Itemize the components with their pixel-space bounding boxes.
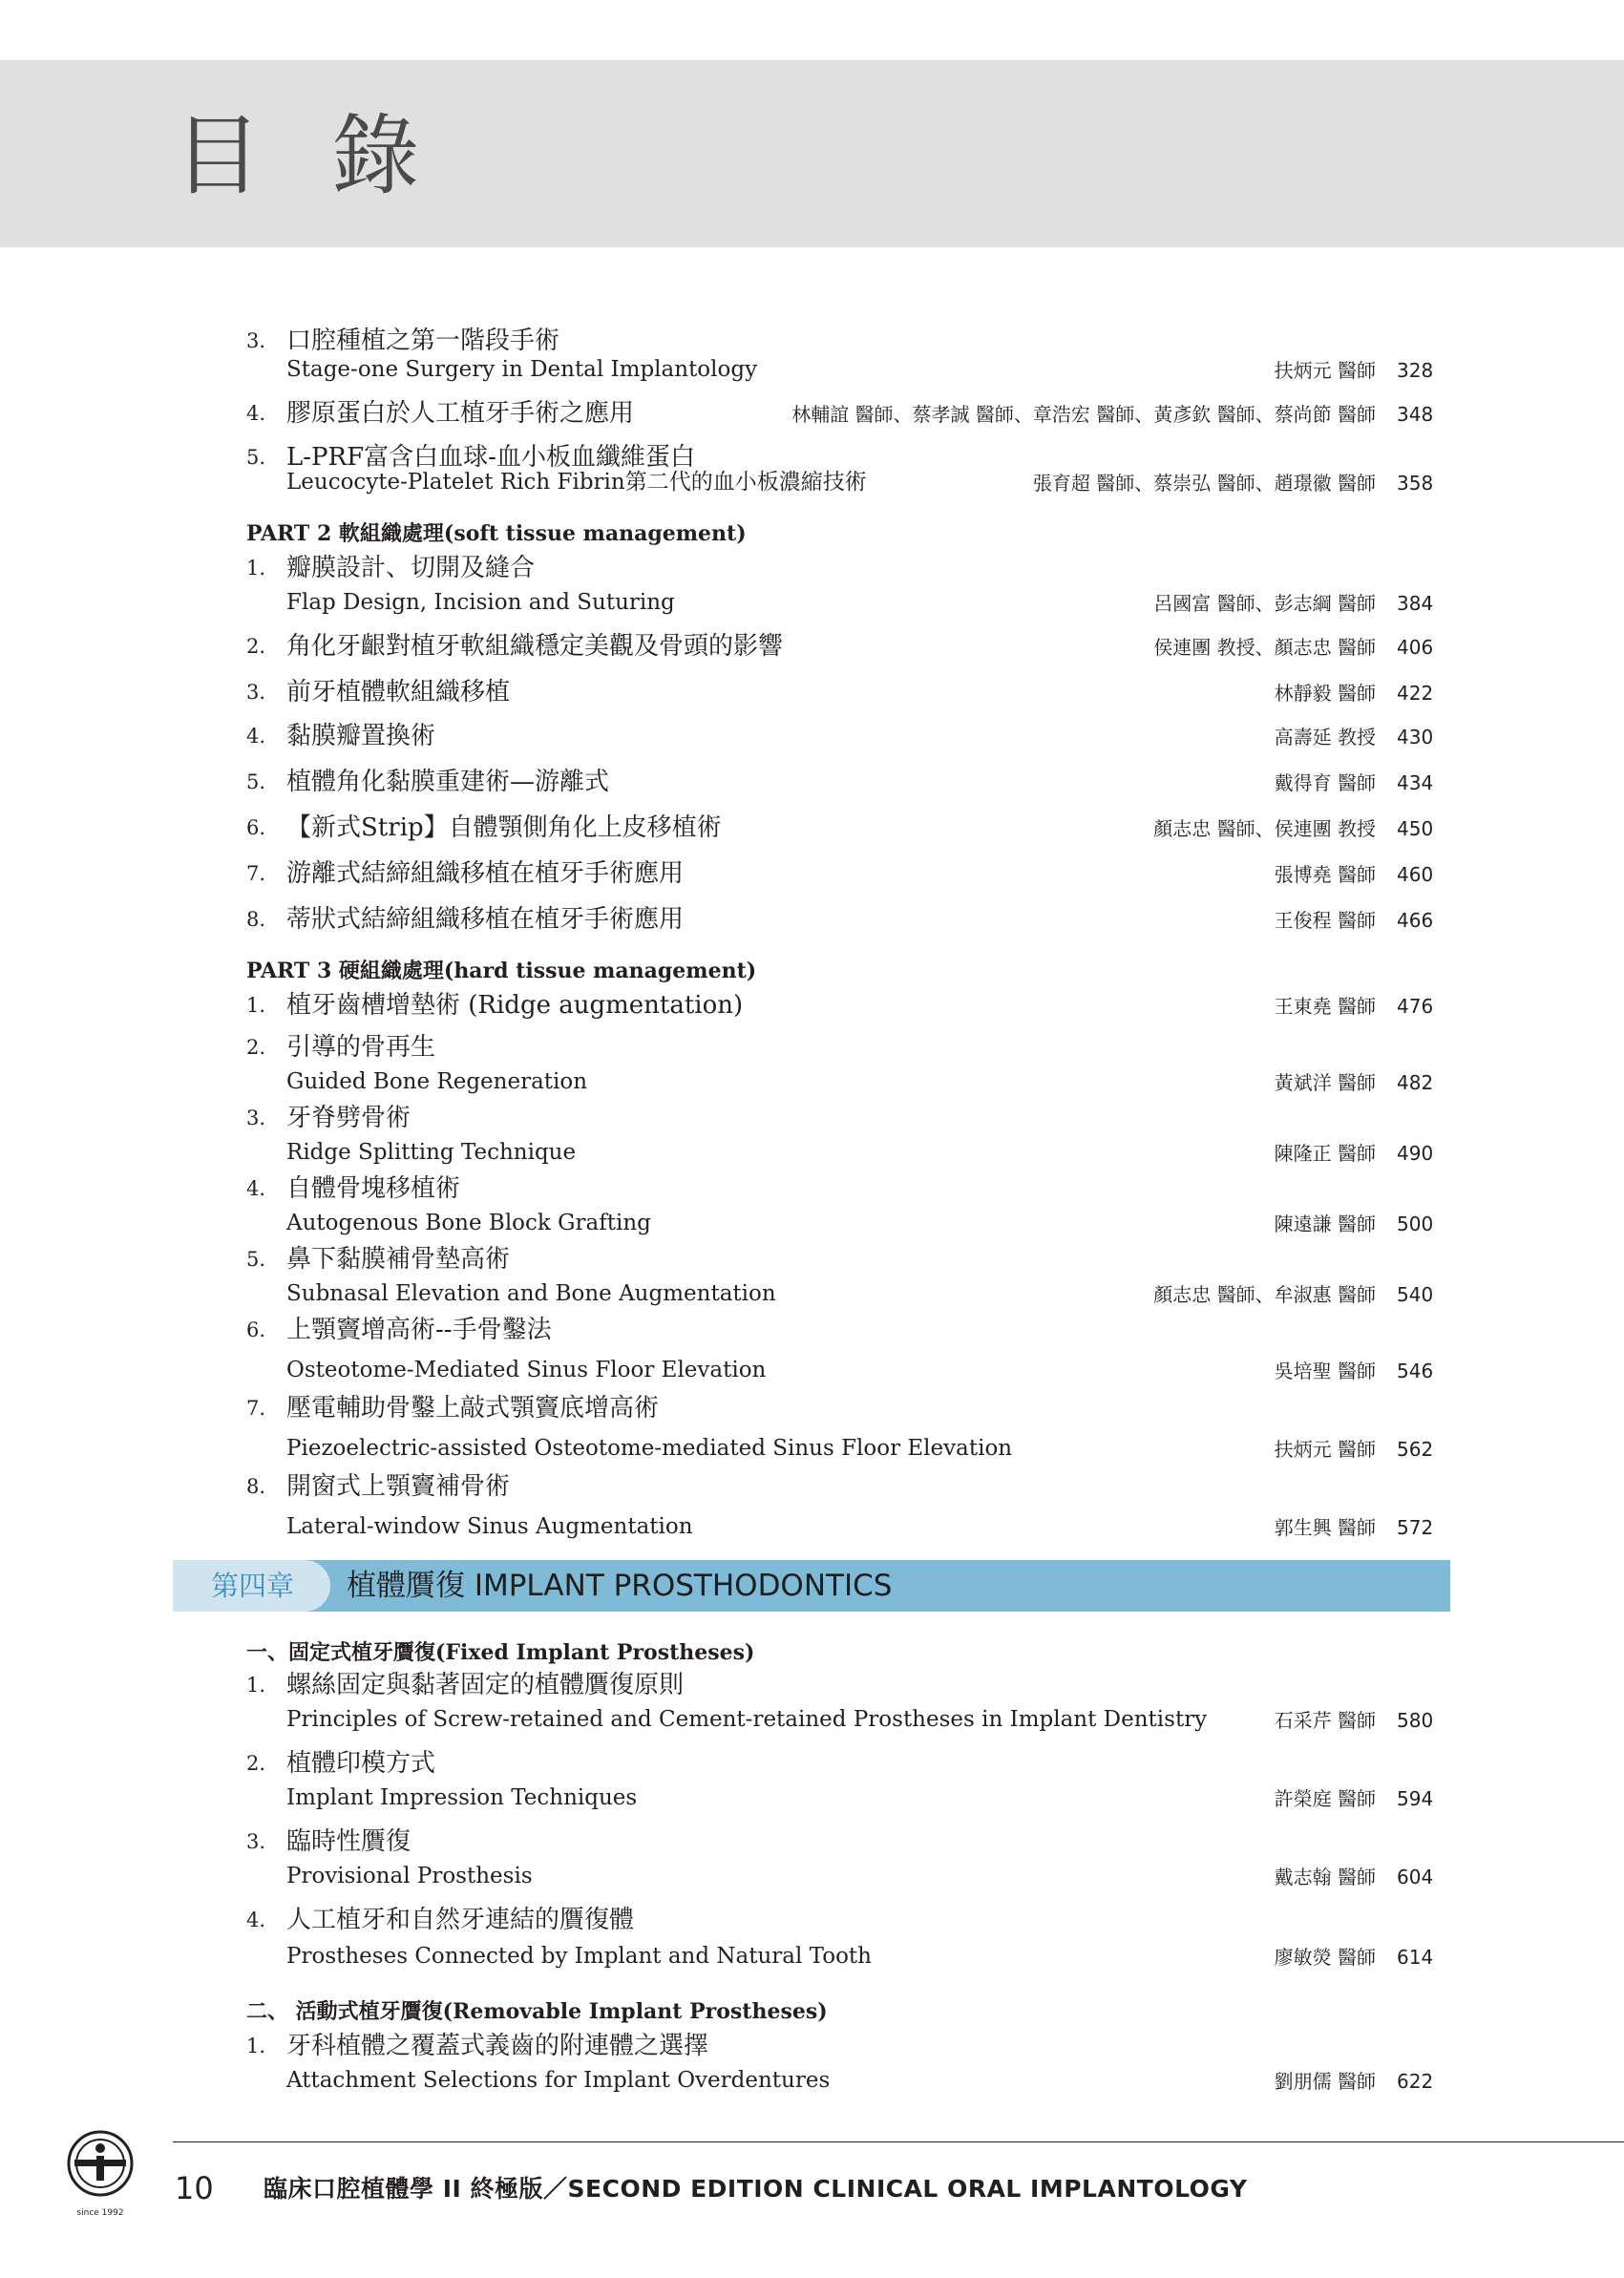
entry-page: 434 xyxy=(1397,771,1434,794)
entry-number: 5. xyxy=(246,770,266,793)
entry-title-zh: 植體印模方式 xyxy=(286,1749,436,1778)
entry-number: 8. xyxy=(246,1475,266,1498)
entry-title-zh: 臨時性贋復 xyxy=(286,1827,411,1856)
entry-page: 500 xyxy=(1397,1213,1434,1235)
entry-page: 490 xyxy=(1397,1142,1434,1165)
entry-authors: 黃斌洋 醫師 xyxy=(1274,1071,1376,1094)
entry-page: 328 xyxy=(1397,359,1434,382)
entry-number: 4. xyxy=(246,725,266,748)
entry-authors: 林靜毅 醫師 xyxy=(1274,682,1376,705)
entry-page: 614 xyxy=(1397,1946,1434,1969)
entry-number: 1. xyxy=(246,557,266,580)
entry-number: 2. xyxy=(246,635,266,658)
entry-number: 1. xyxy=(246,1674,266,1697)
entry-title-en: Stage-one Surgery in Dental Implantology xyxy=(286,357,758,382)
entry-page: 476 xyxy=(1397,995,1434,1018)
entry-title-zh: 黏膜瓣置換術 xyxy=(286,722,436,750)
entry-title-en: Subnasal Elevation and Bone Augmentation xyxy=(286,1281,776,1306)
entry-title-zh: 植牙齒槽增墊術 (Ridge augmentation) xyxy=(286,991,744,1020)
entry-number: 4. xyxy=(246,1177,266,1200)
entry-title-en: Principles of Screw-retained and Cement-retained Prostheses in Implant Dentistry xyxy=(286,1707,1208,1732)
entry-title-en: Provisional Prosthesis xyxy=(286,1864,533,1888)
entry-authors: 顏志忠 醫師、牟淑惠 醫師 xyxy=(1153,1283,1376,1306)
entry-authors: 郭生興 醫師 xyxy=(1274,1516,1376,1539)
entry-title-zh: L-PRF富含白血球-血小板血纖維蛋白 xyxy=(286,443,695,472)
entry-title-zh: 螺絲固定與黏著固定的植體贋復原則 xyxy=(286,1671,685,1699)
chapter-title: 植體贋復 IMPLANT PROSTHODONTICS xyxy=(347,1569,893,1603)
entry-title-en: Autogenous Bone Block Grafting xyxy=(286,1211,651,1235)
entry-title-en: Implant Impression Techniques xyxy=(286,1785,638,1810)
entry-title-en: Attachment Selections for Implant Overdentures xyxy=(286,2068,831,2093)
entry-number: 1. xyxy=(246,994,266,1017)
entry-title-zh: 引導的骨再生 xyxy=(286,1033,436,1062)
entry-page: 546 xyxy=(1397,1360,1434,1382)
chapter-number: 第四章 xyxy=(211,1570,295,1602)
entry-number: 2. xyxy=(246,1752,266,1775)
entry-number: 7. xyxy=(246,1397,266,1420)
entry-page: 430 xyxy=(1397,726,1434,749)
entry-title-zh: 鼻下黏膜補骨墊高術 xyxy=(286,1245,511,1274)
entry-number: 3. xyxy=(246,329,266,352)
entry-page: 540 xyxy=(1397,1283,1434,1306)
entry-title-zh: 壓電輔助骨鑿上敲式顎竇底增高術 xyxy=(286,1394,660,1423)
entry-title-en: Guided Bone Regeneration xyxy=(286,1069,588,1094)
entry-number: 2. xyxy=(246,1036,266,1059)
entry-authors: 石采芹 醫師 xyxy=(1274,1709,1376,1732)
footer-rule xyxy=(173,2141,1624,2142)
entry-title-zh: 蒂狀式結締組織移植在植牙手術應用 xyxy=(286,905,685,934)
entry-number: 3. xyxy=(246,1830,266,1853)
entry-number: 5. xyxy=(246,1248,266,1271)
entry-title-en: Lateral-window Sinus Augmentation xyxy=(286,1514,693,1539)
section-heading: PART 2 軟組織處理(soft tissue management) xyxy=(246,521,747,546)
entry-authors: 戴得育 醫師 xyxy=(1274,771,1376,794)
entry-number: 3. xyxy=(246,681,266,704)
entry-title-zh: 牙脊劈骨術 xyxy=(286,1104,411,1132)
entry-authors: 侯連團 教授、顏志忠 醫師 xyxy=(1153,636,1376,659)
entry-page: 460 xyxy=(1397,863,1434,886)
entry-title-zh: 【新式Strip】自體顎側角化上皮移植術 xyxy=(286,813,722,842)
entry-number: 8. xyxy=(246,908,266,931)
entry-authors: 扶炳元 醫師 xyxy=(1274,1438,1376,1461)
entry-title-en: Flap Design, Incision and Suturing xyxy=(286,590,675,615)
logo-caption: since 1992 xyxy=(76,2208,124,2218)
entry-title-zh: 膠原蛋白於人工植牙手術之應用 xyxy=(286,399,635,428)
entry-authors: 張博堯 醫師 xyxy=(1274,863,1376,886)
entry-page: 572 xyxy=(1397,1516,1434,1539)
entry-title-zh: 牙科植體之覆蓋式義齒的附連體之選擇 xyxy=(286,2032,709,2060)
entry-number: 3. xyxy=(246,1107,266,1129)
entry-title-en: Leucocyte-Platelet Rich Fibrin第二代的血小板濃縮技術 xyxy=(286,470,867,495)
entry-page: 482 xyxy=(1397,1071,1434,1094)
entry-authors: 張育超 醫師、蔡崇弘 醫師、趙璟徽 醫師 xyxy=(1032,472,1376,495)
entry-title-zh: 前牙植體軟組織移植 xyxy=(286,678,511,707)
entry-page: 594 xyxy=(1397,1787,1434,1810)
entry-page: 562 xyxy=(1397,1438,1434,1461)
page-title: 目 錄 xyxy=(174,105,441,207)
entry-authors: 戴志翰 醫師 xyxy=(1274,1866,1376,1888)
entry-title-zh: 角化牙齦對植牙軟組織穩定美觀及骨頭的影響 xyxy=(286,632,784,661)
entry-authors: 顏志忠 醫師、侯連團 教授 xyxy=(1153,817,1376,840)
entry-page: 348 xyxy=(1397,403,1434,426)
entry-authors: 王俊程 醫師 xyxy=(1274,909,1376,932)
chapter-banner xyxy=(173,1560,1450,1612)
entry-title-zh: 人工植牙和自然牙連結的贋復體 xyxy=(286,1906,635,1934)
entry-title-en: Piezoelectric-assisted Osteotome-mediated Sinus Floor Elevation xyxy=(286,1436,1013,1461)
entry-page: 622 xyxy=(1397,2070,1434,2093)
entry-title-zh: 瓣膜設計、切開及縫合 xyxy=(286,554,536,582)
entry-authors: 吳培聖 醫師 xyxy=(1274,1360,1376,1382)
entry-number: 5. xyxy=(246,446,266,469)
footer-page-number: 10 xyxy=(175,2170,214,2206)
entry-title-zh: 植體角化黏膜重建術—游離式 xyxy=(286,768,610,796)
entry-page: 580 xyxy=(1397,1709,1434,1732)
entry-page: 358 xyxy=(1397,472,1434,495)
entry-authors: 劉朋儒 醫師 xyxy=(1274,2070,1376,2093)
entry-number: 7. xyxy=(246,862,266,885)
entry-page: 422 xyxy=(1397,682,1434,705)
entry-title-zh: 游離式結締組織移植在植牙手術應用 xyxy=(286,859,685,888)
entry-number: 4. xyxy=(246,1909,266,1931)
entry-title-en: Osteotome-Mediated Sinus Floor Elevation xyxy=(286,1358,767,1382)
entry-authors: 陳遠謙 醫師 xyxy=(1274,1213,1376,1235)
entry-number: 6. xyxy=(246,816,266,839)
society-logo-icon xyxy=(65,2129,136,2223)
entry-authors: 陳隆正 醫師 xyxy=(1274,1142,1376,1165)
entry-number: 4. xyxy=(246,402,266,425)
section-heading: 二、 活動式植牙贋復(Removable Implant Prostheses) xyxy=(246,1999,828,2024)
entry-page: 604 xyxy=(1397,1866,1434,1888)
entry-title-zh: 開窗式上顎竇補骨術 xyxy=(286,1472,511,1501)
section-heading: 一、固定式植牙贋復(Fixed Implant Prostheses) xyxy=(246,1640,755,1665)
entry-authors: 呂國富 醫師、彭志綱 醫師 xyxy=(1153,592,1376,615)
entry-title-en: Prostheses Connected by Implant and Natural Tooth xyxy=(286,1944,872,1969)
entry-authors: 許榮庭 醫師 xyxy=(1274,1787,1376,1810)
entry-title-zh: 上顎竇增高術--手骨鑿法 xyxy=(286,1316,552,1344)
entry-title-en: Ridge Splitting Technique xyxy=(286,1140,577,1165)
entry-page: 406 xyxy=(1397,636,1434,659)
entry-title-zh: 口腔種植之第一階段手術 xyxy=(286,327,560,355)
entry-number: 1. xyxy=(246,2035,266,2057)
section-heading: PART 3 硬組織處理(hard tissue management) xyxy=(246,959,757,983)
entry-authors: 扶炳元 醫師 xyxy=(1274,359,1376,382)
entry-authors: 林輔誼 醫師、蔡孝誠 醫師、章浩宏 醫師、黃彥欽 醫師、蔡尚節 醫師 xyxy=(791,403,1376,426)
entry-authors: 廖敏熒 醫師 xyxy=(1274,1946,1376,1969)
footer-book-title: 臨床口腔植體學 II 終極版／SECOND EDITION CLINICAL ORAL IMPLANTOLOGY xyxy=(264,2175,1248,2203)
entry-number: 6. xyxy=(246,1318,266,1341)
entry-page: 466 xyxy=(1397,909,1434,932)
entry-authors: 王東堯 醫師 xyxy=(1274,995,1376,1018)
entry-page: 384 xyxy=(1397,592,1434,615)
entry-title-zh: 自體骨塊移植術 xyxy=(286,1174,461,1203)
entry-page: 450 xyxy=(1397,817,1434,840)
entry-authors: 高壽延 教授 xyxy=(1274,726,1376,749)
